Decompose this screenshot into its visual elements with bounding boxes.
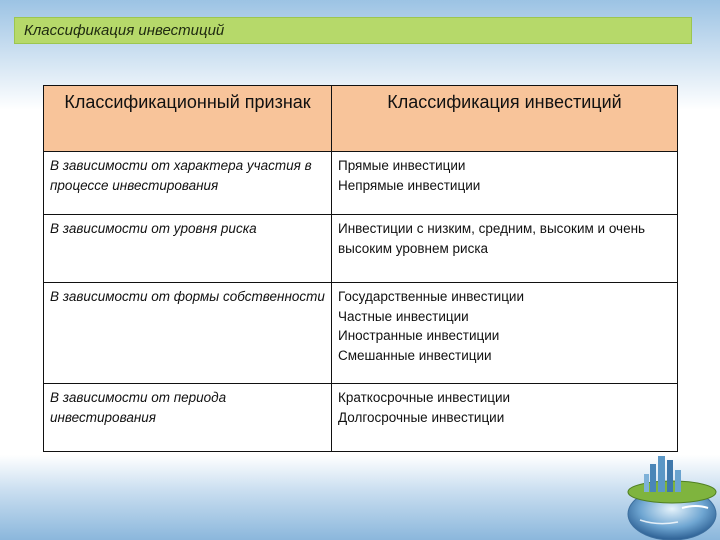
feature-text: В зависимости от периода инвестирования	[50, 390, 227, 425]
type-item: Прямые инвестиции	[338, 158, 466, 173]
type-item: Долгосрочные инвестиции	[338, 409, 505, 425]
types-cell	[332, 152, 678, 215]
types-cell	[332, 283, 678, 384]
type-item: Краткосрочные инвестиции	[338, 390, 511, 405]
type-item: Частные инвестиции	[338, 308, 469, 324]
type-item: Иностранные инвестиции	[338, 328, 500, 343]
types-cell	[332, 215, 678, 283]
background-gradient-bottom	[0, 455, 720, 540]
header-classification: Классификация инвестиций	[332, 86, 678, 152]
feature-text: В зависимости от характера участия в процессе инвестирования	[50, 158, 312, 193]
types-cell	[332, 384, 678, 452]
type-item: Инвестиции с низким, средним, высоким и очень высоким уровнем риска	[338, 221, 646, 256]
slide-title: Классификация инвестиций	[24, 22, 225, 39]
header-feature: Классификационный признак	[44, 86, 332, 152]
type-item: Государственные инвестиции	[338, 289, 525, 304]
feature-text: В зависимости от формы собственности	[50, 289, 325, 304]
type-item: Непрямые инвестиции	[338, 177, 481, 193]
table-row	[44, 283, 678, 384]
feature-cell	[44, 215, 332, 283]
table-header-row	[44, 86, 678, 152]
classification-table	[43, 85, 678, 452]
type-item: Смешанные инвестиции	[338, 347, 492, 363]
table-row	[44, 152, 678, 215]
table-row	[44, 215, 678, 283]
feature-cell	[44, 283, 332, 384]
feature-cell	[44, 384, 332, 452]
slide-title-bar	[14, 17, 692, 44]
table-row	[44, 384, 678, 452]
globe-with-city-icon	[620, 448, 720, 540]
feature-cell	[44, 152, 332, 215]
feature-text: В зависимости от уровня риска	[50, 221, 257, 236]
